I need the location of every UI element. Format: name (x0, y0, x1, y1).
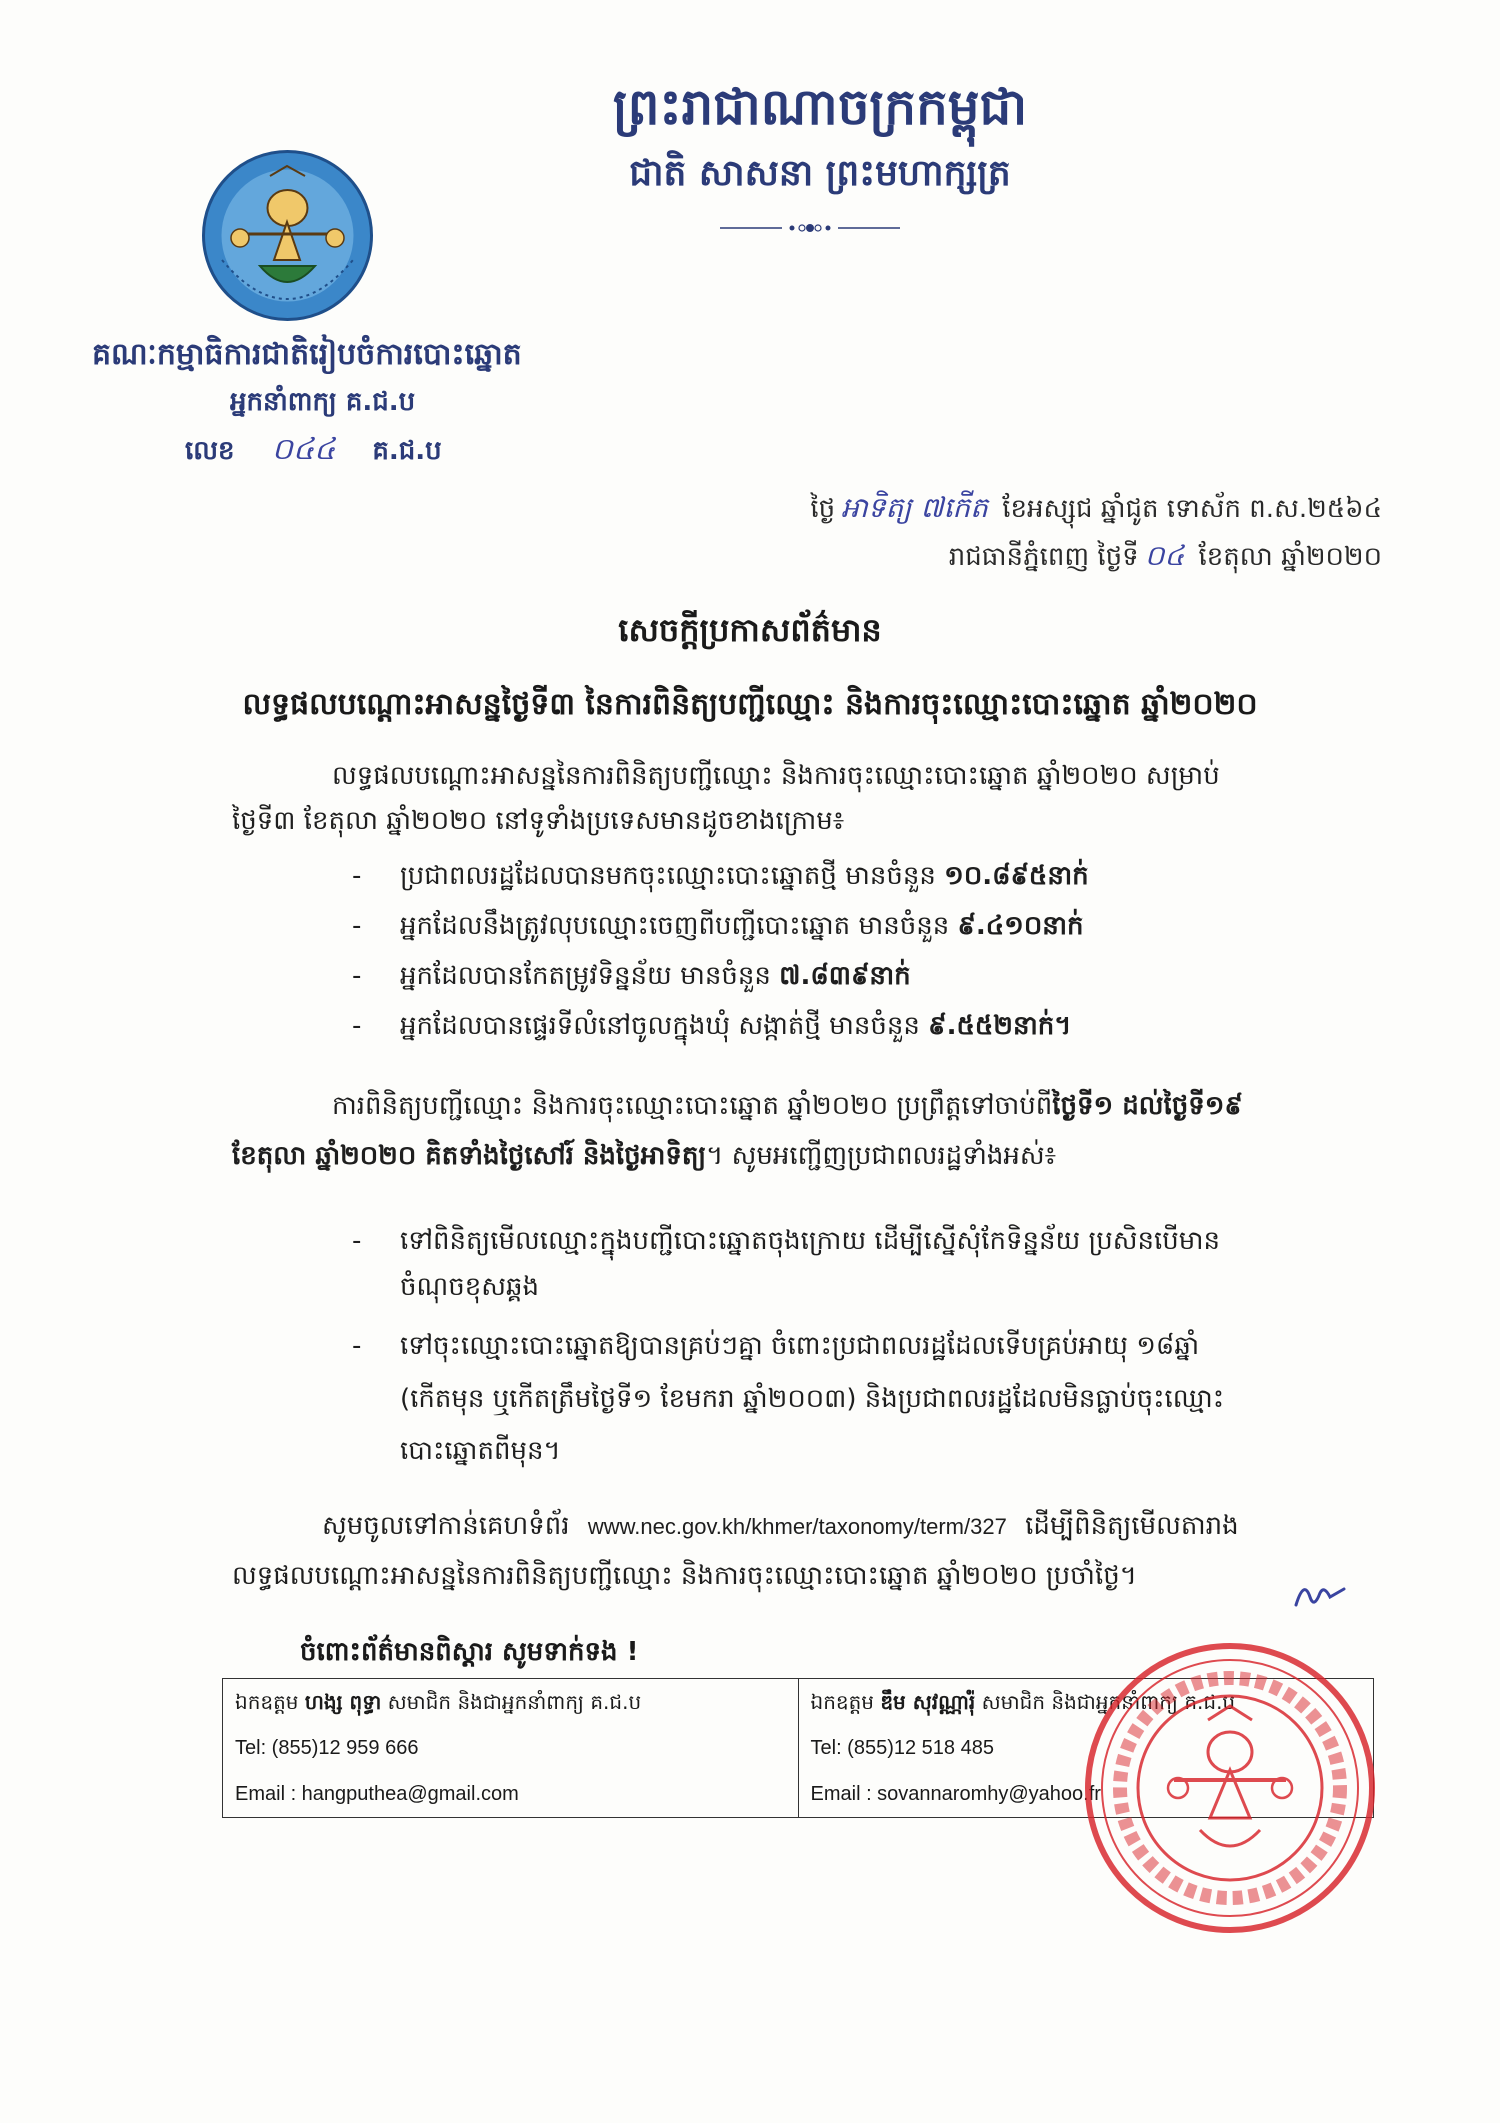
contact-phone[interactable]: Tel: (855)12 518 485 (810, 1737, 994, 1759)
contact-role: សមាជិក និងជាអ្នកនាំពាក្យ គ.ជ.ប (981, 1690, 1236, 1714)
national-motto: ជាតិ សាសនា ព្រះមហាក្សត្រ (629, 152, 1011, 194)
contact-name: ឌឹម សុវណ្ណារ៉ុំ (880, 1690, 976, 1714)
period-dates: ថ្ងៃទី១ ដល់ថ្ងៃទី១៩ (1052, 1091, 1243, 1121)
website-link[interactable]: www.nec.gov.kh/khmer/taxonomy/term/327 (587, 1514, 1007, 1539)
spokesperson-label: អ្នកនាំពាក្យ គ.ជ.ប (230, 387, 416, 417)
kingdom-title: ព្រះរាជាណាចក្រកម្ពុជា (612, 77, 1028, 136)
result-item-deletions: - អ្នកដែលនឹងត្រូវលុបឈ្មោះចេញពីបញ្ជីបោះឆ្នោត មានចំនួន ៩.៤១០នាក់ (352, 911, 1084, 941)
document-title: សេចក្តីប្រកាសព័ត៌មាន (618, 611, 882, 649)
reference-suffix: គ.ជ.ប (372, 436, 442, 466)
result-value: ១០.៨៩៥នាក់ (944, 861, 1089, 891)
document-subtitle: លទ្ធផលបណ្ដោះអាសន្នថ្ងៃទី៣ នៃការពិនិត្យបញ្ជីឈ្មោះ និងការចុះឈ្មោះបោះឆ្នោត ឆ្នាំ២០២០ (242, 687, 1258, 722)
invite-line: ទៅចុះឈ្មោះបោះឆ្នោតឱ្យបានគ្រប់ៗគ្នា ចំពោះប្រជាពលរដ្ឋដែលទើបគ្រប់អាយុ ១៨ឆ្នាំ (400, 1331, 1200, 1361)
result-label: អ្នកដែលនឹងត្រូវលុបឈ្មោះចេញពីបញ្ជីបោះឆ្នោត មានចំនួន (400, 911, 950, 941)
solar-date (949, 538, 1382, 579)
lunar-date-prefix: ថ្ងៃ (810, 494, 836, 524)
official-seal-stamp (1082, 1640, 1378, 1936)
lunar-date-handwritten: អាទិត្យ ៧កើត (841, 491, 988, 524)
solar-date-prefix: រាជធានីភ្នំពេញ ថ្ងៃទី (948, 542, 1139, 572)
period-invite: ។ សូមអញ្ជើញប្រជាពលរដ្ឋទាំងអស់៖ (706, 1141, 1057, 1171)
contact-email[interactable]: Email : hangputhea@gmail.com (235, 1783, 519, 1805)
reference-number: ០៤៤ (271, 432, 336, 467)
result-value: ៩.៤១០នាក់ (957, 911, 1084, 941)
contact-name: ហង្ស ពុទ្ធា (304, 1690, 382, 1714)
contact-heading: ចំពោះព័ត៌មានពិស្តារ សូមទាក់ទង ! (300, 1637, 639, 1667)
contact-name-line (223, 1679, 798, 1725)
lunar-date-rest: ខែអស្សុជ ឆ្នាំជូត ទោស័ក ព.ស.២៥៦៤ (1002, 494, 1382, 524)
invite-item-check-names: - ទៅពិនិត្យមើលឈ្មោះក្នុងបញ្ជីបោះឆ្នោតចុងក្រោយ ដើម្បីស្នើសុំកែទិន្នន័យ ប្រសិនបើមាន (352, 1226, 1221, 1256)
reference-line (185, 430, 442, 474)
website-suffix: ដើម្បីពិនិត្យមើលតារាង (1025, 1511, 1239, 1541)
organization-name: គណៈកម្មាធិការជាតិរៀបចំការបោះឆ្នោត (92, 337, 522, 372)
nec-emblem-logo (200, 148, 375, 323)
lunar-date (810, 490, 1382, 531)
period-line-2 (232, 1135, 1056, 1177)
solar-date-rest: ខែតុលា ឆ្នាំ២០២០ (1198, 542, 1382, 572)
result-item-new-registrations: - ប្រជាពលរដ្ឋដែលបានមកចុះឈ្មោះបោះឆ្នោតថ្មី មានចំនួន ១០.៨៩៥នាក់ (352, 861, 1089, 891)
result-label: អ្នកដែលបានកែតម្រូវទិន្នន័យ មានចំនួន (400, 961, 771, 991)
reference-label: លេខ (185, 436, 235, 466)
result-value: ៩.៥៥២នាក់។ (928, 1011, 1072, 1041)
result-label: ប្រជាពលរដ្ឋដែលបានមកចុះឈ្មោះបោះឆ្នោតថ្មី មានចំនួន (400, 861, 936, 891)
intro-line-2: ថ្ងៃទី៣ ខែតុលា ឆ្នាំ២០២០ នៅទូទាំងប្រទេសមានដូចខាងក្រោម៖ (232, 806, 845, 836)
invite-item-register: - ទៅចុះឈ្មោះបោះឆ្នោតឱ្យបានគ្រប់ៗគ្នា ចំពោះប្រជាពលរដ្ឋដែលទើបគ្រប់អាយុ ១៨ឆ្នាំ (352, 1331, 1200, 1361)
website-prefix: សូមចូលទៅកាន់គេហទំព័រ (322, 1511, 570, 1541)
handwritten-initial (1290, 1575, 1350, 1615)
contact-phone[interactable]: Tel: (855)12 959 666 (235, 1737, 419, 1759)
result-value: ៧.៨៣៩នាក់ (779, 961, 911, 991)
invite-item-register-cont: (កើតមុន ឬកើតត្រឹមថ្ងៃទី១ ខែមករា ឆ្នាំ២០០៣) និងប្រជាពលរដ្ឋដែលមិនធ្លាប់ចុះឈ្មោះ (400, 1384, 1225, 1414)
contact-title: ឯកឧត្តម (810, 1690, 874, 1714)
website-line-2: លទ្ធផលបណ្ដោះអាសន្ននៃការពិនិត្យបញ្ជីឈ្មោះ និងការចុះឈ្មោះបោះឆ្នោត ឆ្នាំ២០២០ ប្រចាំថ្ងៃ។ (232, 1561, 1137, 1591)
invite-item-register-cont2: បោះឆ្នោតពីមុន។ (400, 1436, 561, 1466)
result-item-corrections: - អ្នកដែលបានកែតម្រូវទិន្នន័យ មានចំនួន ៧.៨៣៩នាក់ (352, 961, 911, 991)
invite-item-check-names-cont: ចំណុចខុសឆ្គង (400, 1272, 540, 1302)
result-item-transfers: - អ្នកដែលបានផ្ទេរទីលំនៅចូលក្នុងឃុំ សង្កាត់ថ្មី មានចំនួន ៩.៥៥២នាក់។ (352, 1011, 1072, 1041)
invite-line: ទៅពិនិត្យមើលឈ្មោះក្នុងបញ្ជីបោះឆ្នោតចុងក្រោយ ដើម្បីស្នើសុំកែទិន្នន័យ ប្រសិនបើមាន (400, 1226, 1221, 1256)
period-line-1 (332, 1085, 1243, 1127)
period-month: ខែតុលា ឆ្នាំ២០២០ គិតទាំងថ្ងៃសៅរ៍ និងថ្ងៃអាទិត្យ (232, 1141, 707, 1171)
contact-email[interactable]: Email : sovannaromhy@yahoo.fr (810, 1783, 1101, 1805)
website-line-1 (322, 1505, 1239, 1548)
solar-date-day: ០៤ (1144, 539, 1185, 572)
period-text: ការពិនិត្យបញ្ជីឈ្មោះ និងការចុះឈ្មោះបោះឆ្នោត ឆ្នាំ២០២០ ប្រព្រឹត្តទៅចាប់ពី (332, 1091, 1053, 1121)
contact-title: ឯកឧត្តម (235, 1690, 299, 1714)
divider-ornament (720, 222, 900, 234)
contact-cell-1 (223, 1679, 799, 1818)
contact-role: សមាជិក និងជាអ្នកនាំពាក្យ គ.ជ.ប (387, 1690, 642, 1714)
intro-line-1: លទ្ធផលបណ្ដោះអាសន្ននៃការពិនិត្យបញ្ជីឈ្មោះ និងការចុះឈ្មោះបោះឆ្នោត ឆ្នាំ២០២០ សម្រាប់ (332, 761, 1220, 791)
result-label: អ្នកដែលបានផ្ទេរទីលំនៅចូលក្នុងឃុំ សង្កាត់ថ្មី មានចំនួន (400, 1011, 920, 1041)
